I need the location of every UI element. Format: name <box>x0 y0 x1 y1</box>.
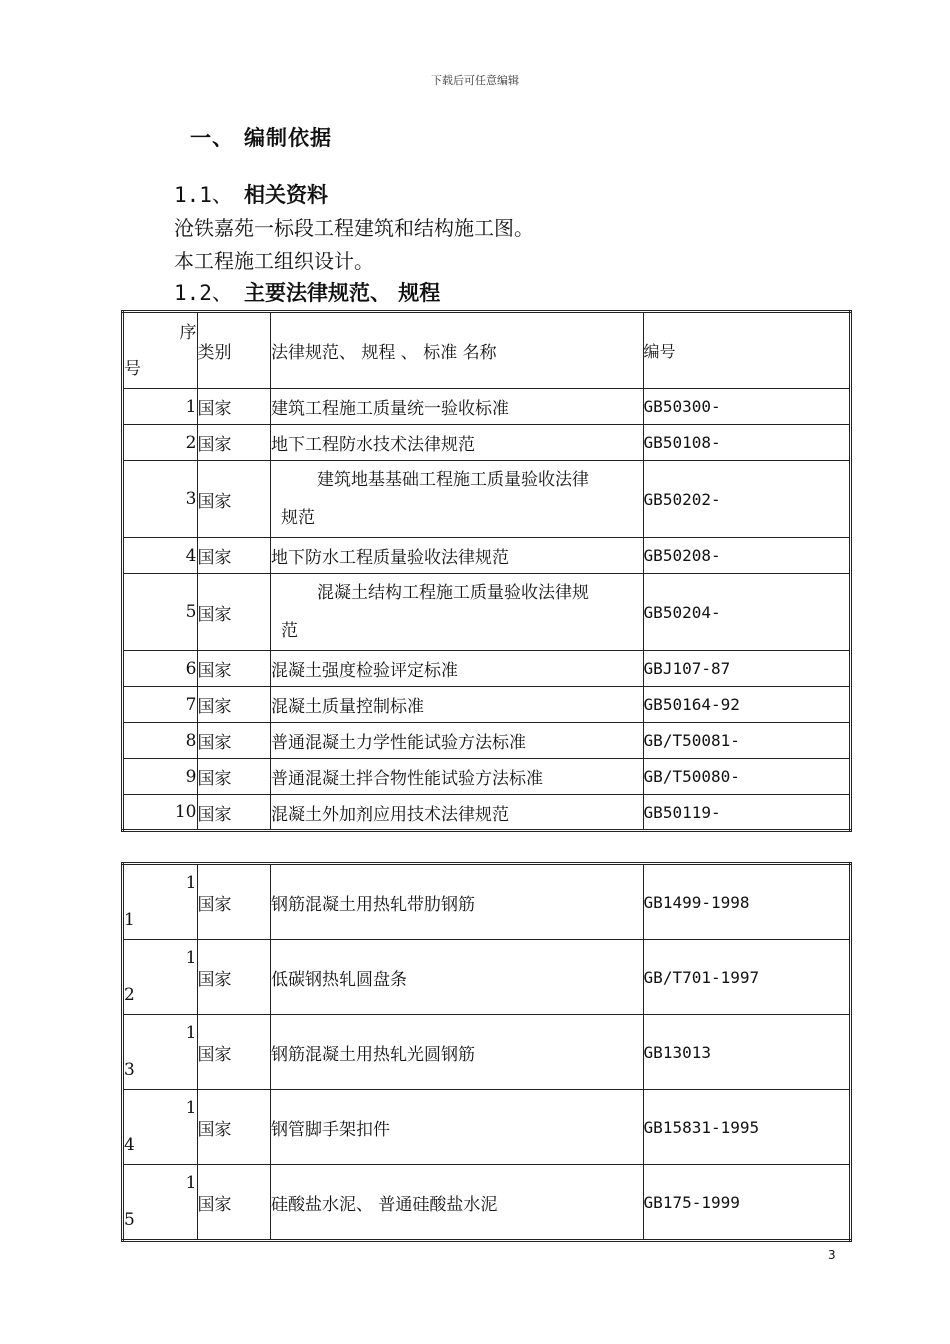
row-name: 建筑工程施工质量统一验收标准 <box>271 389 644 425</box>
row-no: 9 <box>123 759 198 795</box>
row-no: 8 <box>123 723 198 759</box>
row-no: 4 <box>123 538 198 574</box>
page-number: 3 <box>828 1248 836 1262</box>
row-name: 混凝土结构工程施工质量验收法律规 范 <box>271 574 644 651</box>
table-row <box>123 461 851 538</box>
row-category: 国家 <box>197 389 271 425</box>
subsection-number: 1.1、 <box>174 183 233 207</box>
row-category: 国家 <box>197 461 271 538</box>
section-title: 编制依据 <box>244 126 332 150</box>
row-no: 1 1 <box>123 864 198 940</box>
row-category: 国家 <box>197 795 271 831</box>
table-row <box>123 1165 851 1241</box>
regulations-table <box>121 310 852 832</box>
row-no: 10 <box>123 795 198 831</box>
row-code: GB50108- <box>643 425 850 461</box>
row-no: 2 <box>123 425 198 461</box>
row-no: 1 3 <box>123 1015 198 1090</box>
row-code: GB15831-1995 <box>643 1090 850 1165</box>
table-row <box>123 1015 851 1090</box>
table-header-row <box>123 312 851 389</box>
row-category: 国家 <box>197 1015 271 1090</box>
row-no: 1 4 <box>123 1090 198 1165</box>
table-row <box>123 389 851 425</box>
paragraph-drawings: 沧铁嘉苑一标段工程建筑和结构施工图。 <box>174 216 534 240</box>
paragraph-design: 本工程施工组织设计。 <box>174 249 374 273</box>
row-name: 混凝土强度检验评定标准 <box>271 651 644 687</box>
row-name: 地下工程防水技术法律规范 <box>271 425 644 461</box>
row-code: GB50202- <box>643 461 850 538</box>
regulations-table-continued <box>121 862 852 1242</box>
header-code: 编号 <box>643 312 850 389</box>
row-name: 硅酸盐水泥、 普通硅酸盐水泥 <box>271 1165 644 1241</box>
subsection-title: 相关资料 <box>244 183 328 207</box>
table-row <box>123 651 851 687</box>
row-category: 国家 <box>197 651 271 687</box>
row-name: 低碳钢热轧圆盘条 <box>271 940 644 1015</box>
row-category: 国家 <box>197 759 271 795</box>
section-heading <box>190 122 332 152</box>
page-header-note: 下载后可任意编辑 <box>431 74 519 87</box>
row-category: 国家 <box>197 723 271 759</box>
row-code: GB/T701-1997 <box>643 940 850 1015</box>
row-name: 普通混凝土力学性能试验方法标准 <box>271 723 644 759</box>
row-category: 国家 <box>197 538 271 574</box>
subsection-number: 1.2、 <box>174 281 233 305</box>
row-category: 国家 <box>197 1165 271 1241</box>
row-name: 钢筋混凝土用热轧光圆钢筋 <box>271 1015 644 1090</box>
row-no: 3 <box>123 461 198 538</box>
row-category: 国家 <box>197 687 271 723</box>
row-name: 钢管脚手架扣件 <box>271 1090 644 1165</box>
row-no: 5 <box>123 574 198 651</box>
row-code: GB1499-1998 <box>643 864 850 940</box>
row-category: 国家 <box>197 940 271 1015</box>
row-code: GB50164-92 <box>643 687 850 723</box>
table-row <box>123 795 851 831</box>
row-name: 钢筋混凝土用热轧带肋钢筋 <box>271 864 644 940</box>
subsection-heading-1-1 <box>174 179 328 209</box>
row-category: 国家 <box>197 425 271 461</box>
row-category: 国家 <box>197 1090 271 1165</box>
row-name: 混凝土质量控制标准 <box>271 687 644 723</box>
row-name: 建筑地基基础工程施工质量验收法律 规范 <box>271 461 644 538</box>
row-code: GB50208- <box>643 538 850 574</box>
table-row <box>123 940 851 1015</box>
row-no: 7 <box>123 687 198 723</box>
row-name: 普通混凝土拌合物性能试验方法标准 <box>271 759 644 795</box>
row-code: GBJ107-87 <box>643 651 850 687</box>
row-no: 1 <box>123 389 198 425</box>
table-row <box>123 538 851 574</box>
row-code: GB50300- <box>643 389 850 425</box>
table-row <box>123 723 851 759</box>
row-code: GB50119- <box>643 795 850 831</box>
table-row <box>123 574 851 651</box>
row-no: 6 <box>123 651 198 687</box>
row-no: 1 2 <box>123 940 198 1015</box>
row-category: 国家 <box>197 574 271 651</box>
header-no: 序 号 <box>123 312 198 389</box>
row-no: 1 5 <box>123 1165 198 1241</box>
row-name: 混凝土外加剂应用技术法律规范 <box>271 795 644 831</box>
row-category: 国家 <box>197 864 271 940</box>
row-name: 地下防水工程质量验收法律规范 <box>271 538 644 574</box>
table-row <box>123 864 851 940</box>
table-row <box>123 759 851 795</box>
table-row <box>123 687 851 723</box>
row-code: GB50204- <box>643 574 850 651</box>
section-number: 一、 <box>190 126 234 150</box>
header-category: 类别 <box>197 312 271 389</box>
header-name: 法律规范、 规程 、 标准 名称 <box>271 312 644 389</box>
row-code: GB175-1999 <box>643 1165 850 1241</box>
table-row <box>123 1090 851 1165</box>
row-code: GB/T50080- <box>643 759 850 795</box>
row-code: GB/T50081- <box>643 723 850 759</box>
row-code: GB13013 <box>643 1015 850 1090</box>
table-row <box>123 425 851 461</box>
subsection-title: 主要法律规范、 规程 <box>244 281 441 305</box>
subsection-heading-1-2 <box>174 277 440 307</box>
